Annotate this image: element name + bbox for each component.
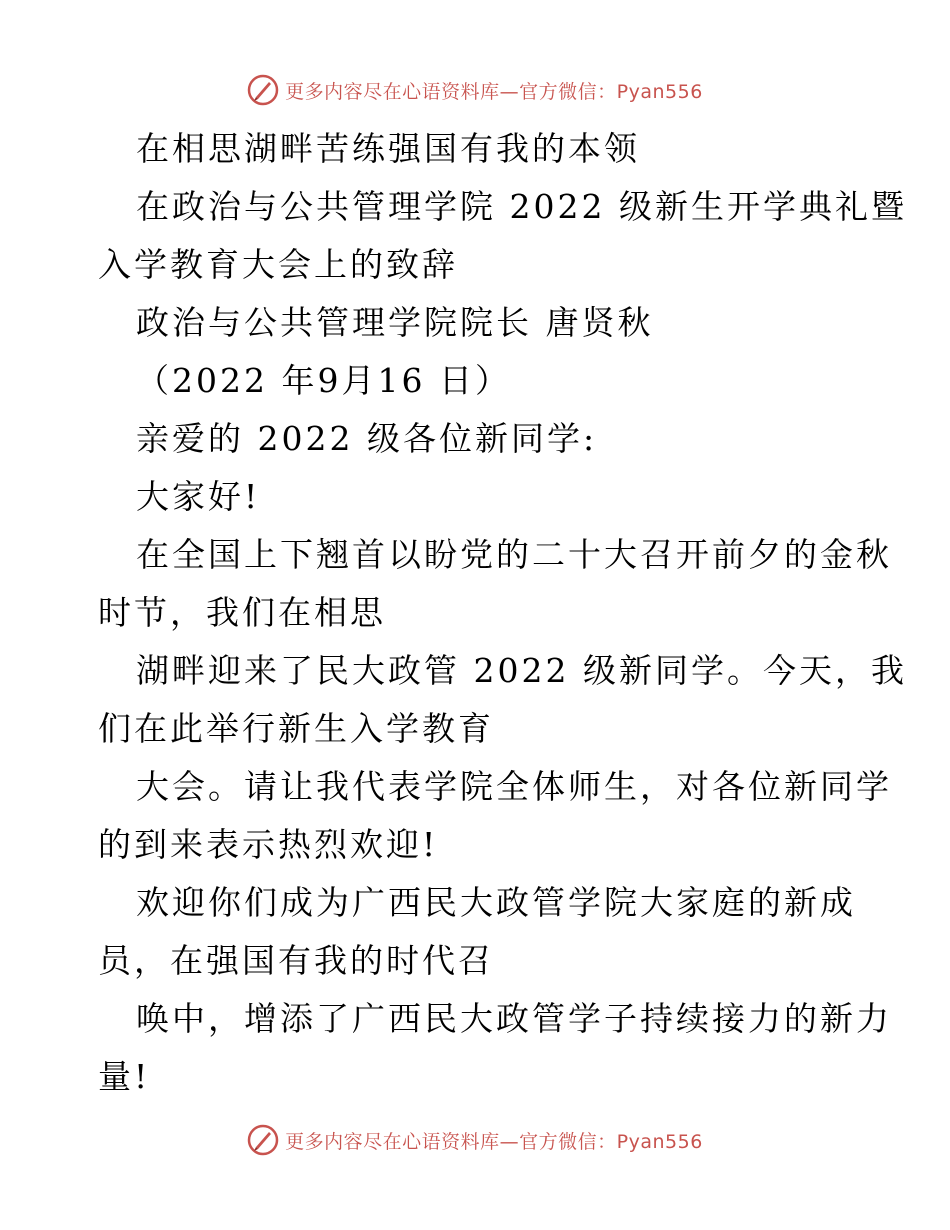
greeting-line: 大家好! (136, 477, 261, 516)
body-text-line: 大会。请让我代表学院全体师生，对各位新同学 (136, 767, 892, 806)
salutation-line: 亲爱的 2022 级各位新同学: (136, 419, 598, 458)
body-text-line: 量! (98, 1057, 151, 1096)
body-text-line: 唤中，增添了广西民大政管学子持续接力的新力 (136, 999, 892, 1038)
body-text-line: 欢迎你们成为广西民大政管学院大家庭的新成 (136, 883, 856, 922)
document-body (98, 120, 907, 1106)
body-text-line: 时节，我们在相思 (98, 593, 386, 632)
author-line: 政治与公共管理学院院长 唐贤秋 (136, 303, 654, 342)
body-text-line: 的到来表示热烈欢迎! (98, 825, 439, 864)
body-text-line: 湖畔迎来了民大政管 2022 级新同学。今天，我 (136, 651, 907, 690)
watermark-text: 更多内容尽在心语资料库—官方微信：Pyan556 (285, 80, 703, 103)
quill-logo-icon (247, 74, 279, 106)
document-subtitle-line-1: 在政治与公共管理学院 2022 级新生开学典礼暨 (136, 187, 907, 226)
watermark-text: 更多内容尽在心语资料库—官方微信：Pyan556 (285, 1130, 703, 1153)
body-text-line: 在全国上下翘首以盼党的二十大召开前夕的金秋 (136, 535, 892, 574)
footer-watermark (0, 1122, 950, 1158)
date-line: （2022 年9月16 日） (136, 361, 511, 400)
document-title: 在相思湖畔苦练强国有我的本领 (136, 129, 640, 168)
header-watermark (0, 72, 950, 108)
body-text-line: 们在此举行新生入学教育 (98, 709, 494, 748)
document-subtitle-line-2: 入学教育大会上的致辞 (98, 245, 458, 284)
body-text-line: 员，在强国有我的时代召 (98, 941, 494, 980)
quill-logo-icon (247, 1124, 279, 1156)
